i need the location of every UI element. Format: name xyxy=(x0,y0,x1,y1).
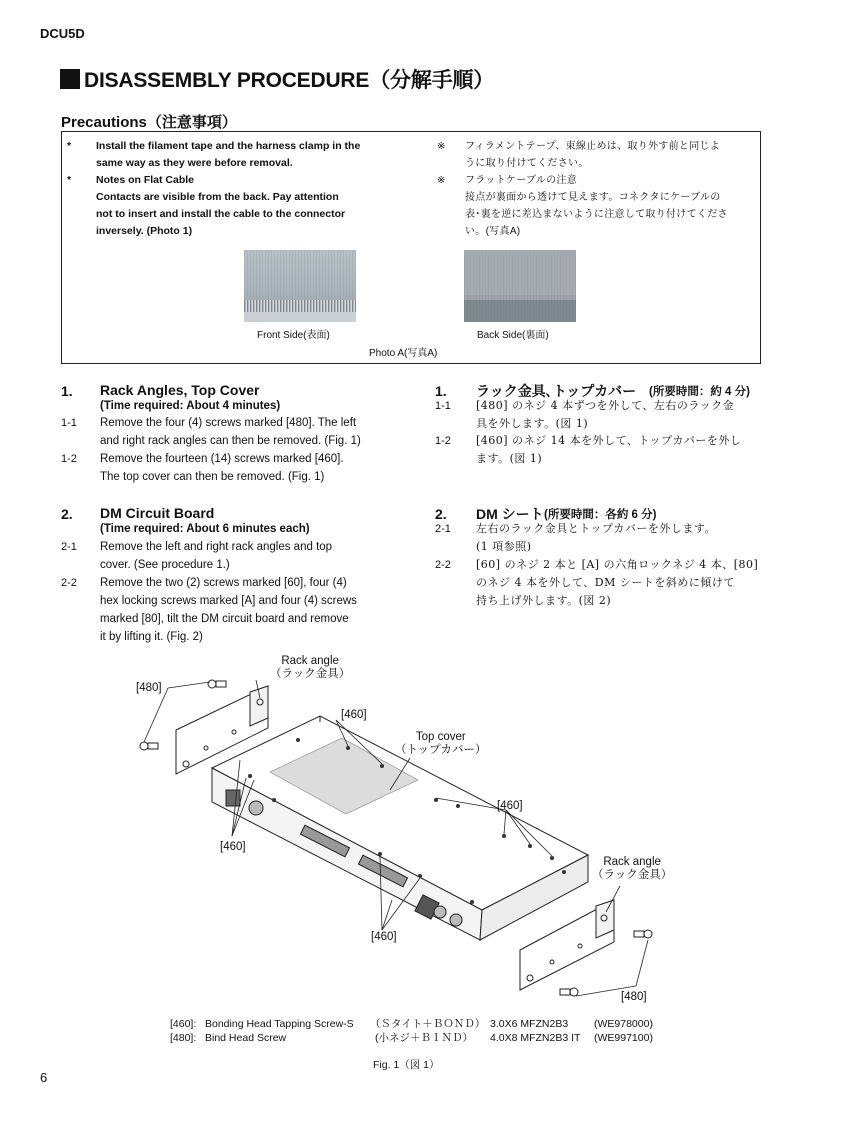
section-2-jp-time: (所要時間：各約 6 分) xyxy=(544,509,657,521)
prec-en-line: Notes on Flat Cable xyxy=(96,174,195,186)
step-text: cover. (See procedure 1.) xyxy=(100,559,230,571)
step-text-jp: [480] のネジ 4 本ずつを外して、左右のラック金 xyxy=(476,399,735,412)
legend-part: (WE978000) xyxy=(594,1018,653,1030)
step-text-jp: 持ち上げ外します。(図 2) xyxy=(476,594,612,607)
label-rack-angle-top xyxy=(270,655,350,681)
legend-code: [460]: xyxy=(170,1018,197,1030)
step-text-jp: ます。(図 1) xyxy=(476,452,543,465)
ref-460-left: [460] xyxy=(220,841,246,853)
legend-jp: （Ｓタイト＋ＢＯＮＤ） xyxy=(370,1018,486,1030)
label-line: Rack angle xyxy=(603,856,661,868)
section-1-jp-title: ラック金具､トップカバー xyxy=(476,383,637,399)
legend-spec: 4.0X8 MFZN2B3 IT xyxy=(490,1032,581,1044)
prec-jp-line: フラットケーブルの注意 xyxy=(465,175,577,186)
step-text: and right rack angles can then be removed. (Fig. 1) xyxy=(100,435,361,447)
prec-jp-line: い。(写真A) xyxy=(465,226,521,237)
step-number: 1-2 xyxy=(61,453,77,465)
section-2-number: 2. xyxy=(61,506,73,522)
photo-front-side xyxy=(244,250,356,322)
prec-en-line: Install the filament tape and the harness clamp in the xyxy=(96,140,361,152)
prec-en-line: same way as they were before removal. xyxy=(96,157,293,169)
photo-caption: Photo A(写真A) xyxy=(369,348,438,359)
exploded-diagram xyxy=(120,650,680,1010)
title-block-icon xyxy=(60,69,80,89)
legend-name: Bind Head Screw xyxy=(205,1032,287,1044)
section-2-jp-number: 2. xyxy=(435,506,447,522)
step-number: 1-2 xyxy=(435,435,451,447)
page-title-text: DISASSEMBLY PROCEDURE（分解手順） xyxy=(84,69,494,92)
rack-angle-right xyxy=(520,900,652,996)
prec-en-bullet-1: * xyxy=(67,140,72,152)
model-name: DCU5D xyxy=(40,26,85,41)
step-text: marked [80], tilt the DM circuit board and remove xyxy=(100,613,349,625)
section-1-jp-number: 1. xyxy=(435,383,447,399)
step-text: Remove the two (2) screws marked [60], four (4) xyxy=(100,577,347,589)
step-text: Remove the fourteen (14) screws marked [460]. xyxy=(100,453,344,465)
prec-jp-bullet-1: ※ xyxy=(437,141,446,152)
step-text: Remove the left and right rack angles and top xyxy=(100,541,333,553)
section-2-time: (Time required: About 6 minutes each) xyxy=(100,523,310,535)
step-text: Remove the four (4) screws marked [480]. The left xyxy=(100,417,357,429)
label-top-cover xyxy=(395,731,487,757)
photo-front-caption: Front Side(表面) xyxy=(257,330,330,341)
prec-en-line: not to insert and install the cable to the connector xyxy=(96,208,346,220)
step-text-jp: [60] のネジ 2 本と [A] の六角ロックネジ 4 本、[80] xyxy=(476,558,759,571)
page-title xyxy=(60,64,494,94)
label-line: （ラック金具） xyxy=(592,869,673,881)
ref-460-top: [460] xyxy=(341,709,367,721)
step-text-jp: (1 項参照) xyxy=(476,540,532,553)
step-text-jp: 左右のラック金具とトップカバーを外します。 xyxy=(476,522,716,535)
prec-jp-line: フィラメントテープ、束線止めは、取り外す前と同じよ xyxy=(465,141,721,152)
step-number: 2-2 xyxy=(61,577,77,589)
section-2-title: DM Circuit Board xyxy=(100,505,215,521)
section-1-jp-time: (所要時間：約 4 分) xyxy=(649,386,750,398)
legend-spec: 3.0X6 MFZN2B3 xyxy=(490,1018,569,1030)
prec-en-bullet-2: * xyxy=(67,174,72,186)
legend-jp: (小ネジ＋ＢＩＮＤ） xyxy=(375,1032,473,1044)
photo-back-caption: Back Side(裏面) xyxy=(477,330,549,341)
label-rack-angle-right xyxy=(592,856,672,882)
step-number: 1-1 xyxy=(61,417,77,429)
prec-en-line: Contacts are visible from the back. Pay attention xyxy=(96,191,339,203)
step-text-jp: 具を外します。(図 1) xyxy=(476,417,589,430)
step-text-jp: [460] のネジ 14 本を外して、トップカバーを外し xyxy=(476,434,742,447)
ref-460-right: [460] xyxy=(497,800,523,812)
section-2-jp-title: DM シート xyxy=(476,506,544,522)
prec-jp-line: うに取り付けてください。 xyxy=(465,158,589,169)
step-number: 2-1 xyxy=(61,541,77,553)
label-line: Top cover xyxy=(415,731,466,743)
figure-caption: Fig. 1（図 1） xyxy=(373,1059,440,1071)
step-text: hex locking screws marked [A] and four (4) screws xyxy=(100,595,357,607)
precautions-heading: Precautions（注意事項） xyxy=(61,114,237,131)
step-number: 2-2 xyxy=(435,559,451,571)
step-number: 2-1 xyxy=(435,523,451,535)
ref-460-bottom: [460] xyxy=(371,931,397,943)
prec-en-line: inversely. (Photo 1) xyxy=(96,225,193,237)
section-1-title: Rack Angles, Top Cover xyxy=(100,382,260,398)
section-1-time: (Time required: About 4 minutes) xyxy=(100,400,281,412)
step-text-jp: のネジ 4 本を外して、DM シートを斜めに傾けて xyxy=(476,576,735,589)
ref-480-top: [480] xyxy=(136,682,162,694)
step-text: it by lifting it. (Fig. 2) xyxy=(100,631,203,643)
legend-name: Bonding Head Tapping Screw-S xyxy=(205,1018,354,1030)
label-line: （トップカバー） xyxy=(395,744,487,756)
page-number: 6 xyxy=(40,1070,48,1085)
photo-back-side xyxy=(464,250,576,322)
ref-480-bottom: [480] xyxy=(621,991,647,1003)
prec-jp-line: 接点が裏面から透けて見えます。コネクタにケーブルの xyxy=(465,192,721,203)
section-1-number: 1. xyxy=(61,383,73,399)
label-line: Rack angle xyxy=(281,655,339,667)
legend-part: (WE997100) xyxy=(594,1032,653,1044)
legend-code: [480]: xyxy=(170,1032,197,1044)
step-number: 1-1 xyxy=(435,400,451,412)
prec-jp-bullet-2: ※ xyxy=(437,175,446,186)
prec-jp-line: 表･裏を逆に差込まないように注意して取り付けてくださ xyxy=(465,209,728,220)
step-text: The top cover can then be removed. (Fig. 1) xyxy=(100,471,325,483)
label-line: （ラック金具） xyxy=(270,668,351,680)
